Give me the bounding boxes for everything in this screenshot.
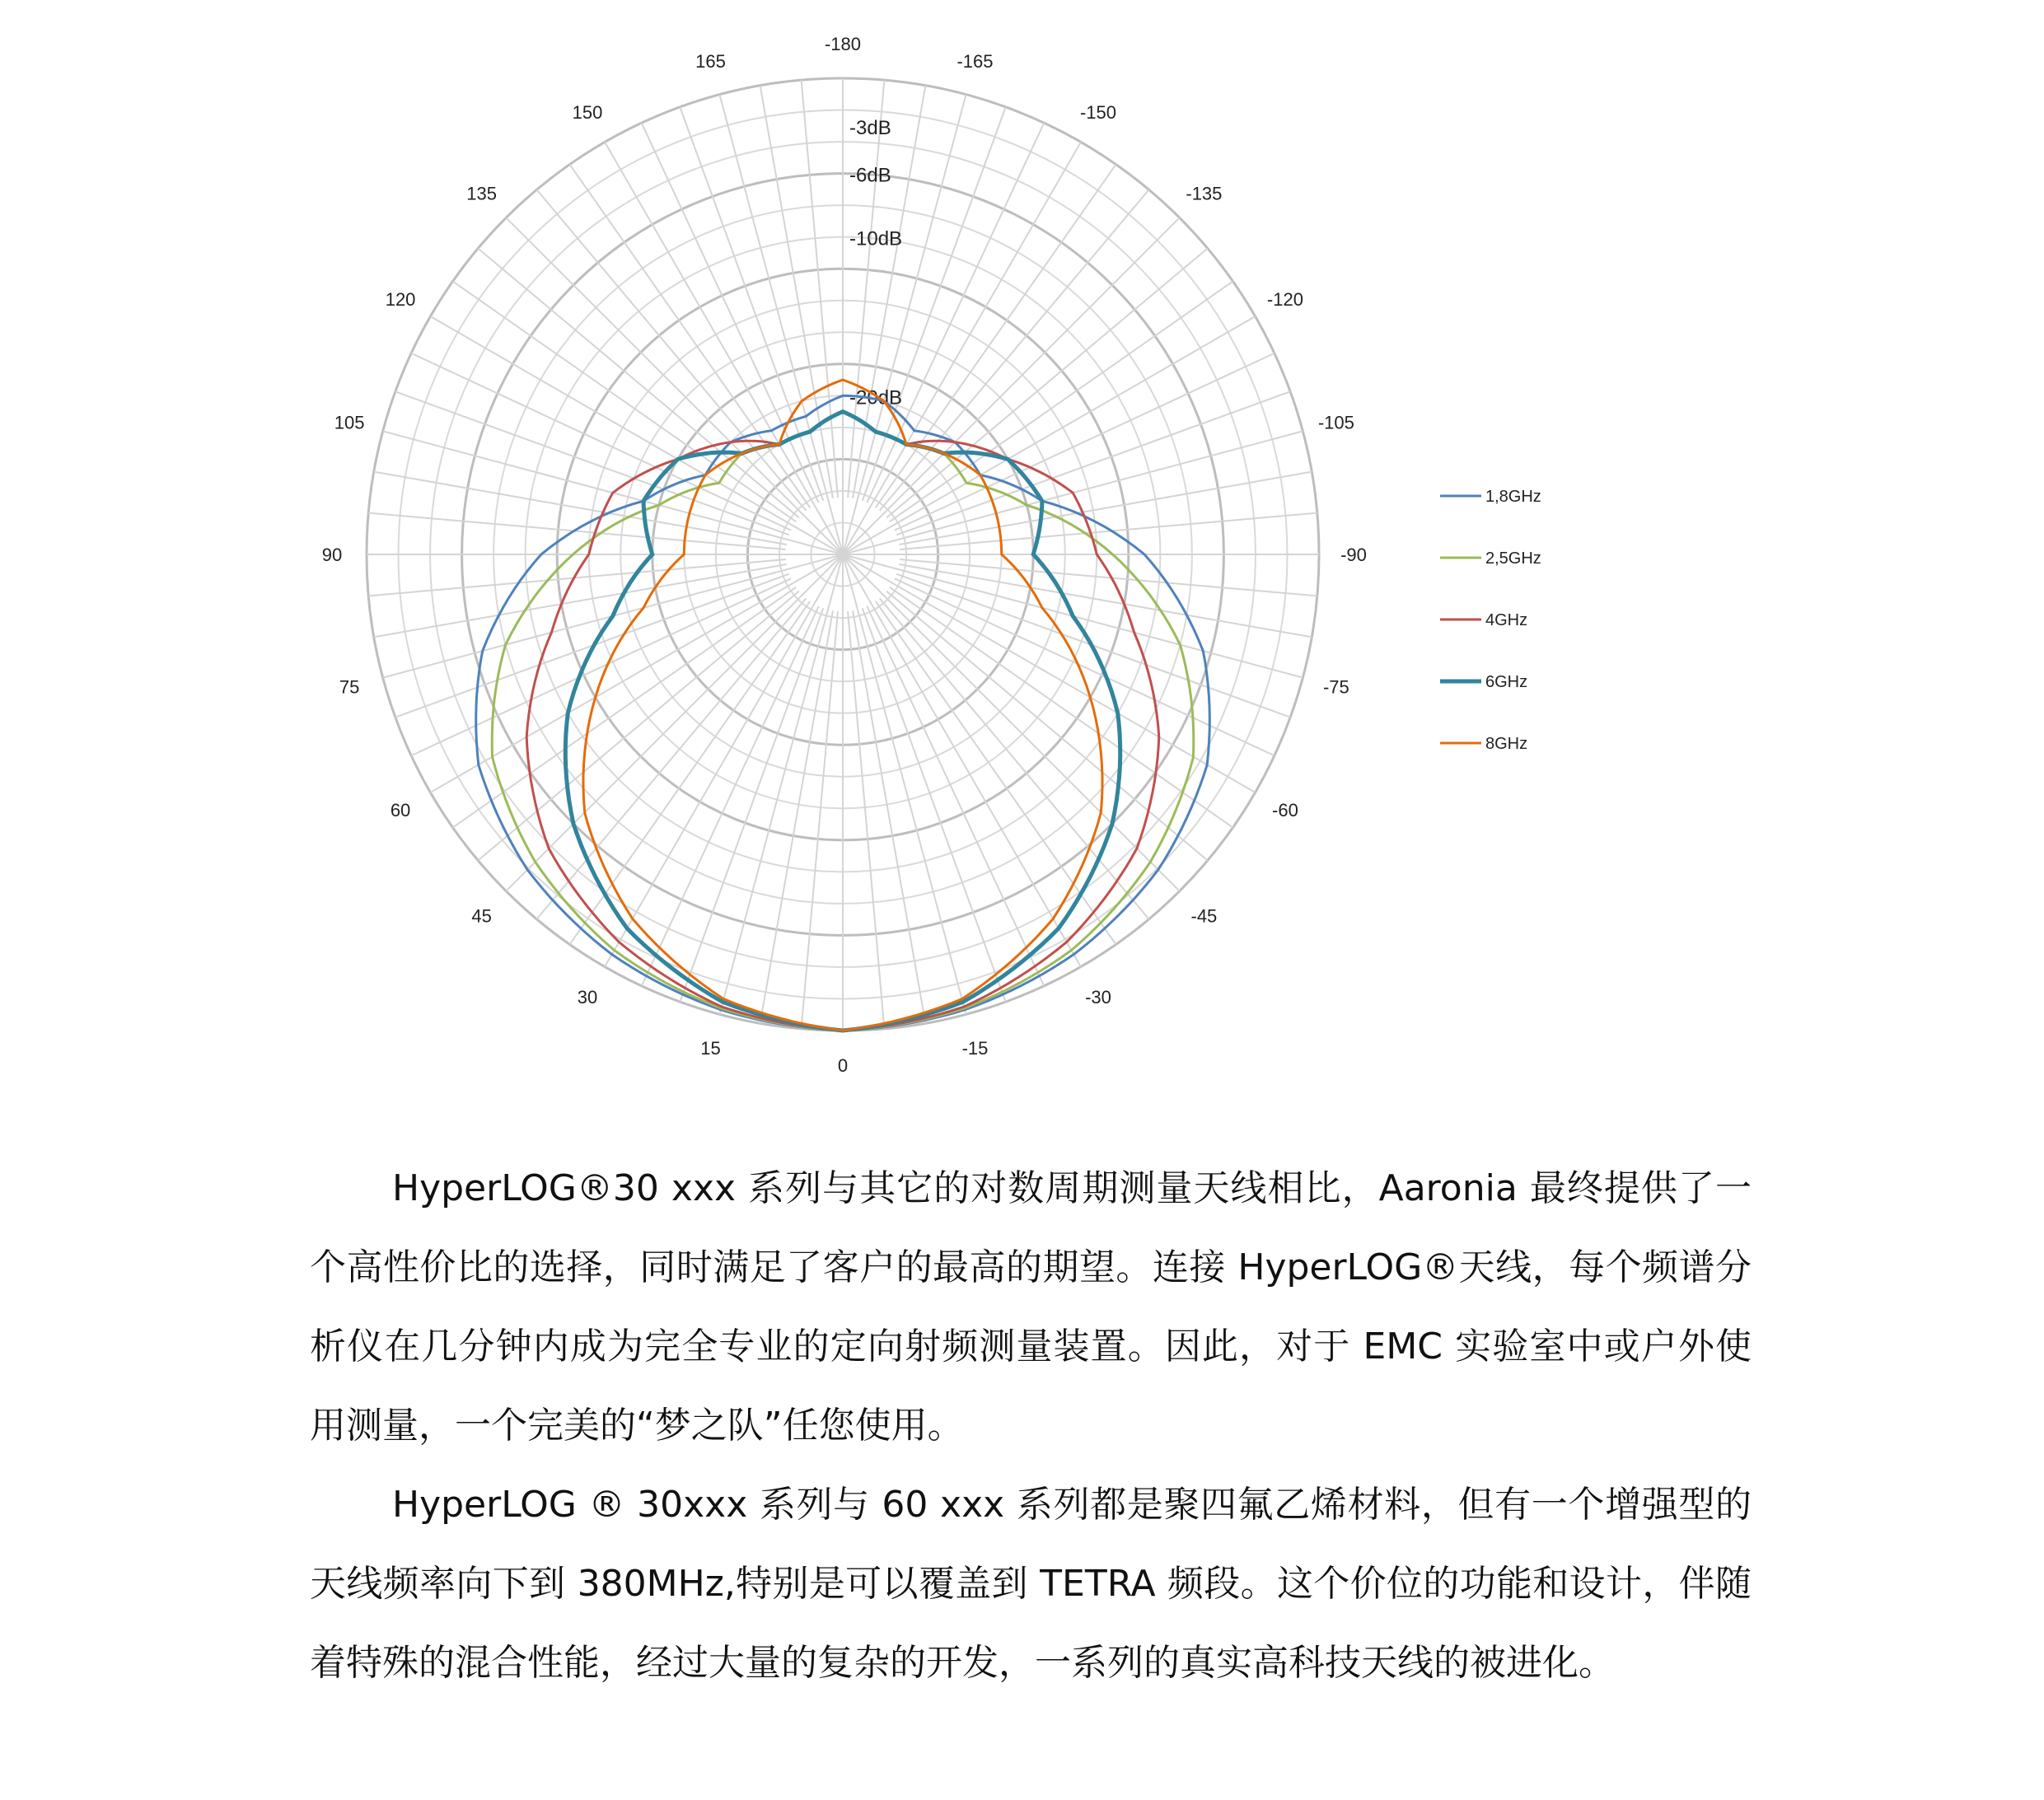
grid-spoke [411,578,791,755]
angle-tick-label: -90 [1340,545,1367,565]
angle-tick-label: 165 [695,51,726,72]
angle-tick-label: -135 [1186,183,1223,204]
body-text [310,1149,1752,1703]
grid-spoke [478,248,799,517]
angle-tick-label: -75 [1322,676,1349,698]
grid-spoke [719,554,843,1014]
grid-spoke [536,598,806,919]
grid-spoke [880,598,1149,919]
grid-spoke [880,189,1149,511]
angle-tick-label: 135 [466,183,497,204]
angle-tick-label: 15 [700,1037,721,1059]
grid-spoke [642,606,819,986]
angle-tick-label: 30 [577,986,598,1008]
grid-spoke [867,606,1044,986]
angle-tick-label: 45 [471,905,492,927]
grid-spoke [886,248,1208,517]
grid-spoke [536,189,806,511]
legend-label: 1,8GHz [1485,488,1541,506]
angle-tick-label: -45 [1190,905,1218,927]
angle-tick-label: -60 [1272,800,1298,821]
grid-spoke [886,591,1208,861]
angle-tick-label: -105 [1317,412,1354,433]
legend [1440,488,1541,753]
angle-tick-label: -150 [1079,102,1117,124]
legend-label: 6GHz [1485,673,1528,691]
ring-label: -3dB [849,116,891,139]
grid-spoke [719,95,843,554]
legend-label: 2,5GHz [1485,549,1541,568]
angle-tick-label: 90 [321,545,343,565]
ring-label: -6dB [849,164,891,187]
angle-tick-label: 150 [572,102,603,124]
angle-tick-label: 0 [837,1055,849,1076]
legend-label: 4GHz [1485,611,1528,629]
angle-tick-label: -180 [824,34,862,54]
grid-spoke [867,123,1044,503]
grid-spoke [642,123,819,503]
grid-spoke [843,95,966,554]
ring-label: -10dB [849,227,903,250]
ring-label: -20dB [849,386,903,409]
grid-spoke [478,591,799,861]
angle-tick-label: -120 [1266,289,1303,310]
angle-tick-label: 120 [385,289,416,310]
angle-tick-label: -165 [957,51,994,72]
paragraph-1: HyperLOG®30 xxx 系列与其它的对数周期测量天线相比，Aaronia 最终提供了一个高性价比的选择，同时满足了客户的最高的期望。连接 HyperLOG®天线，每个频谱分析仪在几分钟内成为完全专业的定向射频测量装置。因此，对于 EMC 实验室中或户外使用测量，一个完美的“梦之队”任您使用。 [310,1167,1752,1447]
grid-spoke [890,587,1233,828]
grid-spoke [453,587,797,828]
angle-tick-label: -30 [1085,986,1111,1008]
legend-label: 8GHz [1485,735,1528,753]
angle-tick-label: -15 [961,1037,989,1059]
angle-tick-label: 75 [339,676,360,698]
grid-spoke [895,578,1275,755]
angle-tick-label: 105 [334,412,365,433]
paragraph-2: HyperLOG ® 30xxx 系列与 60 xxx 系列都是聚四氟乙烯材料，但有一个增强型的天线频率向下到 380MHz,特别是可以覆盖到 TETRA 频段。这个价位的功能和设计，伴随着特殊的混合性能，经过大量的复杂的开发，一系列的真实高科技天线的被进化。 [310,1484,1752,1684]
polar-grid [367,78,1319,1031]
angle-tick-label: 60 [390,800,411,821]
grid-spoke [843,554,966,1014]
